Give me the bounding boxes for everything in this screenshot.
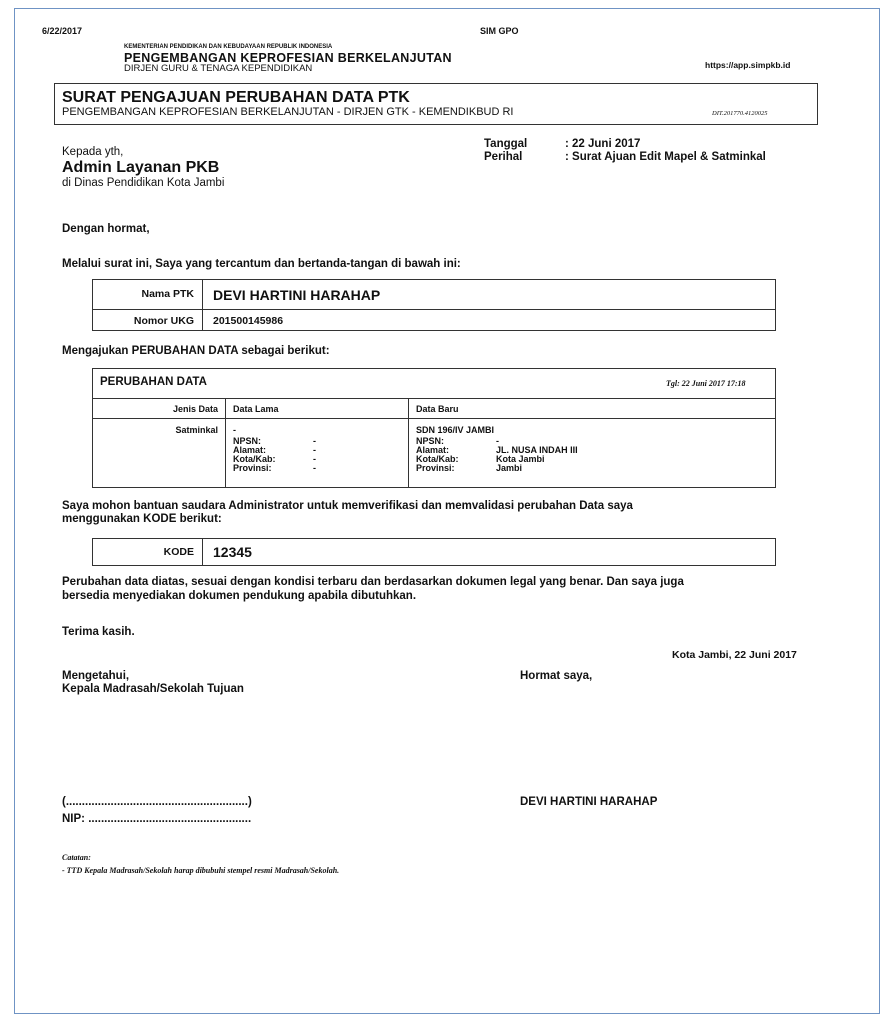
kode-label: KODE	[163, 546, 194, 558]
statement-line2: bersedia menyediakan dokumen pendukung apabila dibutuhkan.	[62, 590, 417, 602]
print-date: 6/22/2017	[42, 26, 83, 36]
intro-text: Melalui surat ini, Saya yang tercantum dan bertanda-tangan di bawah ini:	[62, 258, 461, 270]
changes-heading: PERUBAHAN DATA	[100, 376, 207, 388]
ukg-value: 201500145986	[213, 315, 284, 327]
col-jenis-data: Jenis Data	[172, 404, 218, 414]
identity-table	[92, 279, 776, 331]
reference-code: DIT.201770.4120025	[712, 110, 768, 117]
ukg-label: Nomor UKG	[133, 315, 194, 327]
tanggal-label: Tanggal	[484, 138, 528, 150]
note-text: - TTD Kepala Madrasah/Sekolah harap dibubuhi stempel resmi Madrasah/Sekolah.	[62, 866, 340, 875]
document-subtitle: PENGEMBANGAN KEPROFESIAN BERKELANJUTAN - DIRJEN GTK - KEMENDIKBUD RI	[62, 106, 514, 118]
principal-nip: NIP: ...................................................	[62, 813, 252, 825]
sender-name: DEVI HARTINI HARAHAP	[520, 796, 658, 808]
hormat-saya-label: Hormat saya,	[520, 670, 593, 682]
place-date: Kota Jambi, 22 Juni 2017	[672, 649, 797, 661]
verify-text-line1: Saya mohon bantuan saudara Administrator untuk memverifikasi dan memvalidasi perubahan Data saya	[62, 500, 633, 512]
thanks-text: Terima kasih.	[62, 626, 135, 638]
nama-label: Nama PTK	[141, 288, 194, 300]
new-values: - JL. NUSA INDAH III Kota Jambi Jambi	[496, 436, 578, 473]
recipient-name: Admin Layanan PKB	[62, 159, 220, 176]
request-intro: Mengajukan PERUBAHAN DATA sebagai berikut:	[62, 345, 330, 357]
perihal-value: : Surat Ajuan Edit Mapel & Satminkal	[565, 151, 766, 163]
print-title: SIM GPO	[480, 26, 519, 36]
new-satminkal: SDN 196/IV JAMBI	[416, 425, 495, 435]
kode-value: 12345	[213, 544, 252, 560]
statement-line1: Perubahan data diatas, sesuai dengan kondisi terbaru dan berdasarkan dokumen legal yang benar. Dan saya juga	[62, 576, 684, 588]
kode-box	[92, 538, 776, 566]
old-fields: NPSN: Alamat: Kota/Kab: Provinsi:	[233, 436, 276, 473]
changes-timestamp: Tgl: 22 Juni 2017 17:18	[666, 379, 746, 388]
col-data-lama: Data Lama	[233, 404, 279, 414]
salutation: Dengan hormat,	[62, 223, 150, 235]
site-url: https://app.simpkb.id	[705, 60, 791, 70]
recipient-place: di Dinas Pendidikan Kota Jambi	[62, 177, 225, 189]
verify-text-line2: menggunakan KODE berikut:	[62, 513, 222, 525]
program-name: PENGEMBANGAN KEPROFESIAN BERKELANJUTAN	[124, 51, 452, 65]
new-fields: NPSN: Alamat: Kota/Kab: Provinsi:	[416, 436, 459, 473]
mengetahui-label: Mengetahui,	[62, 670, 130, 682]
old-satminkal: -	[233, 425, 236, 435]
recipient-greeting: Kepada yth,	[62, 146, 124, 158]
directorate-name: DIRJEN GURU & TENAGA KEPENDIDIKAN	[124, 63, 313, 74]
note-title: Catatan:	[62, 853, 91, 862]
document-title: SURAT PENGAJUAN PERUBAHAN DATA PTK	[62, 89, 410, 106]
nama-value: DEVI HARTINI HARAHAP	[213, 287, 381, 303]
principal-role: Kepala Madrasah/Sekolah Tujuan	[62, 683, 244, 695]
old-values: - - - -	[313, 436, 316, 473]
row-satminkal: Satminkal	[175, 425, 218, 435]
ministry-name: KEMENTERIAN PENDIDIKAN DAN KEBUDAYAAN REPUBLIK INDONESIA	[124, 44, 333, 50]
perihal-label: Perihal	[484, 151, 523, 163]
tanggal-value: : 22 Juni 2017	[565, 138, 641, 150]
principal-name-line: (.........................................................)	[62, 796, 252, 808]
col-data-baru: Data Baru	[416, 404, 459, 414]
